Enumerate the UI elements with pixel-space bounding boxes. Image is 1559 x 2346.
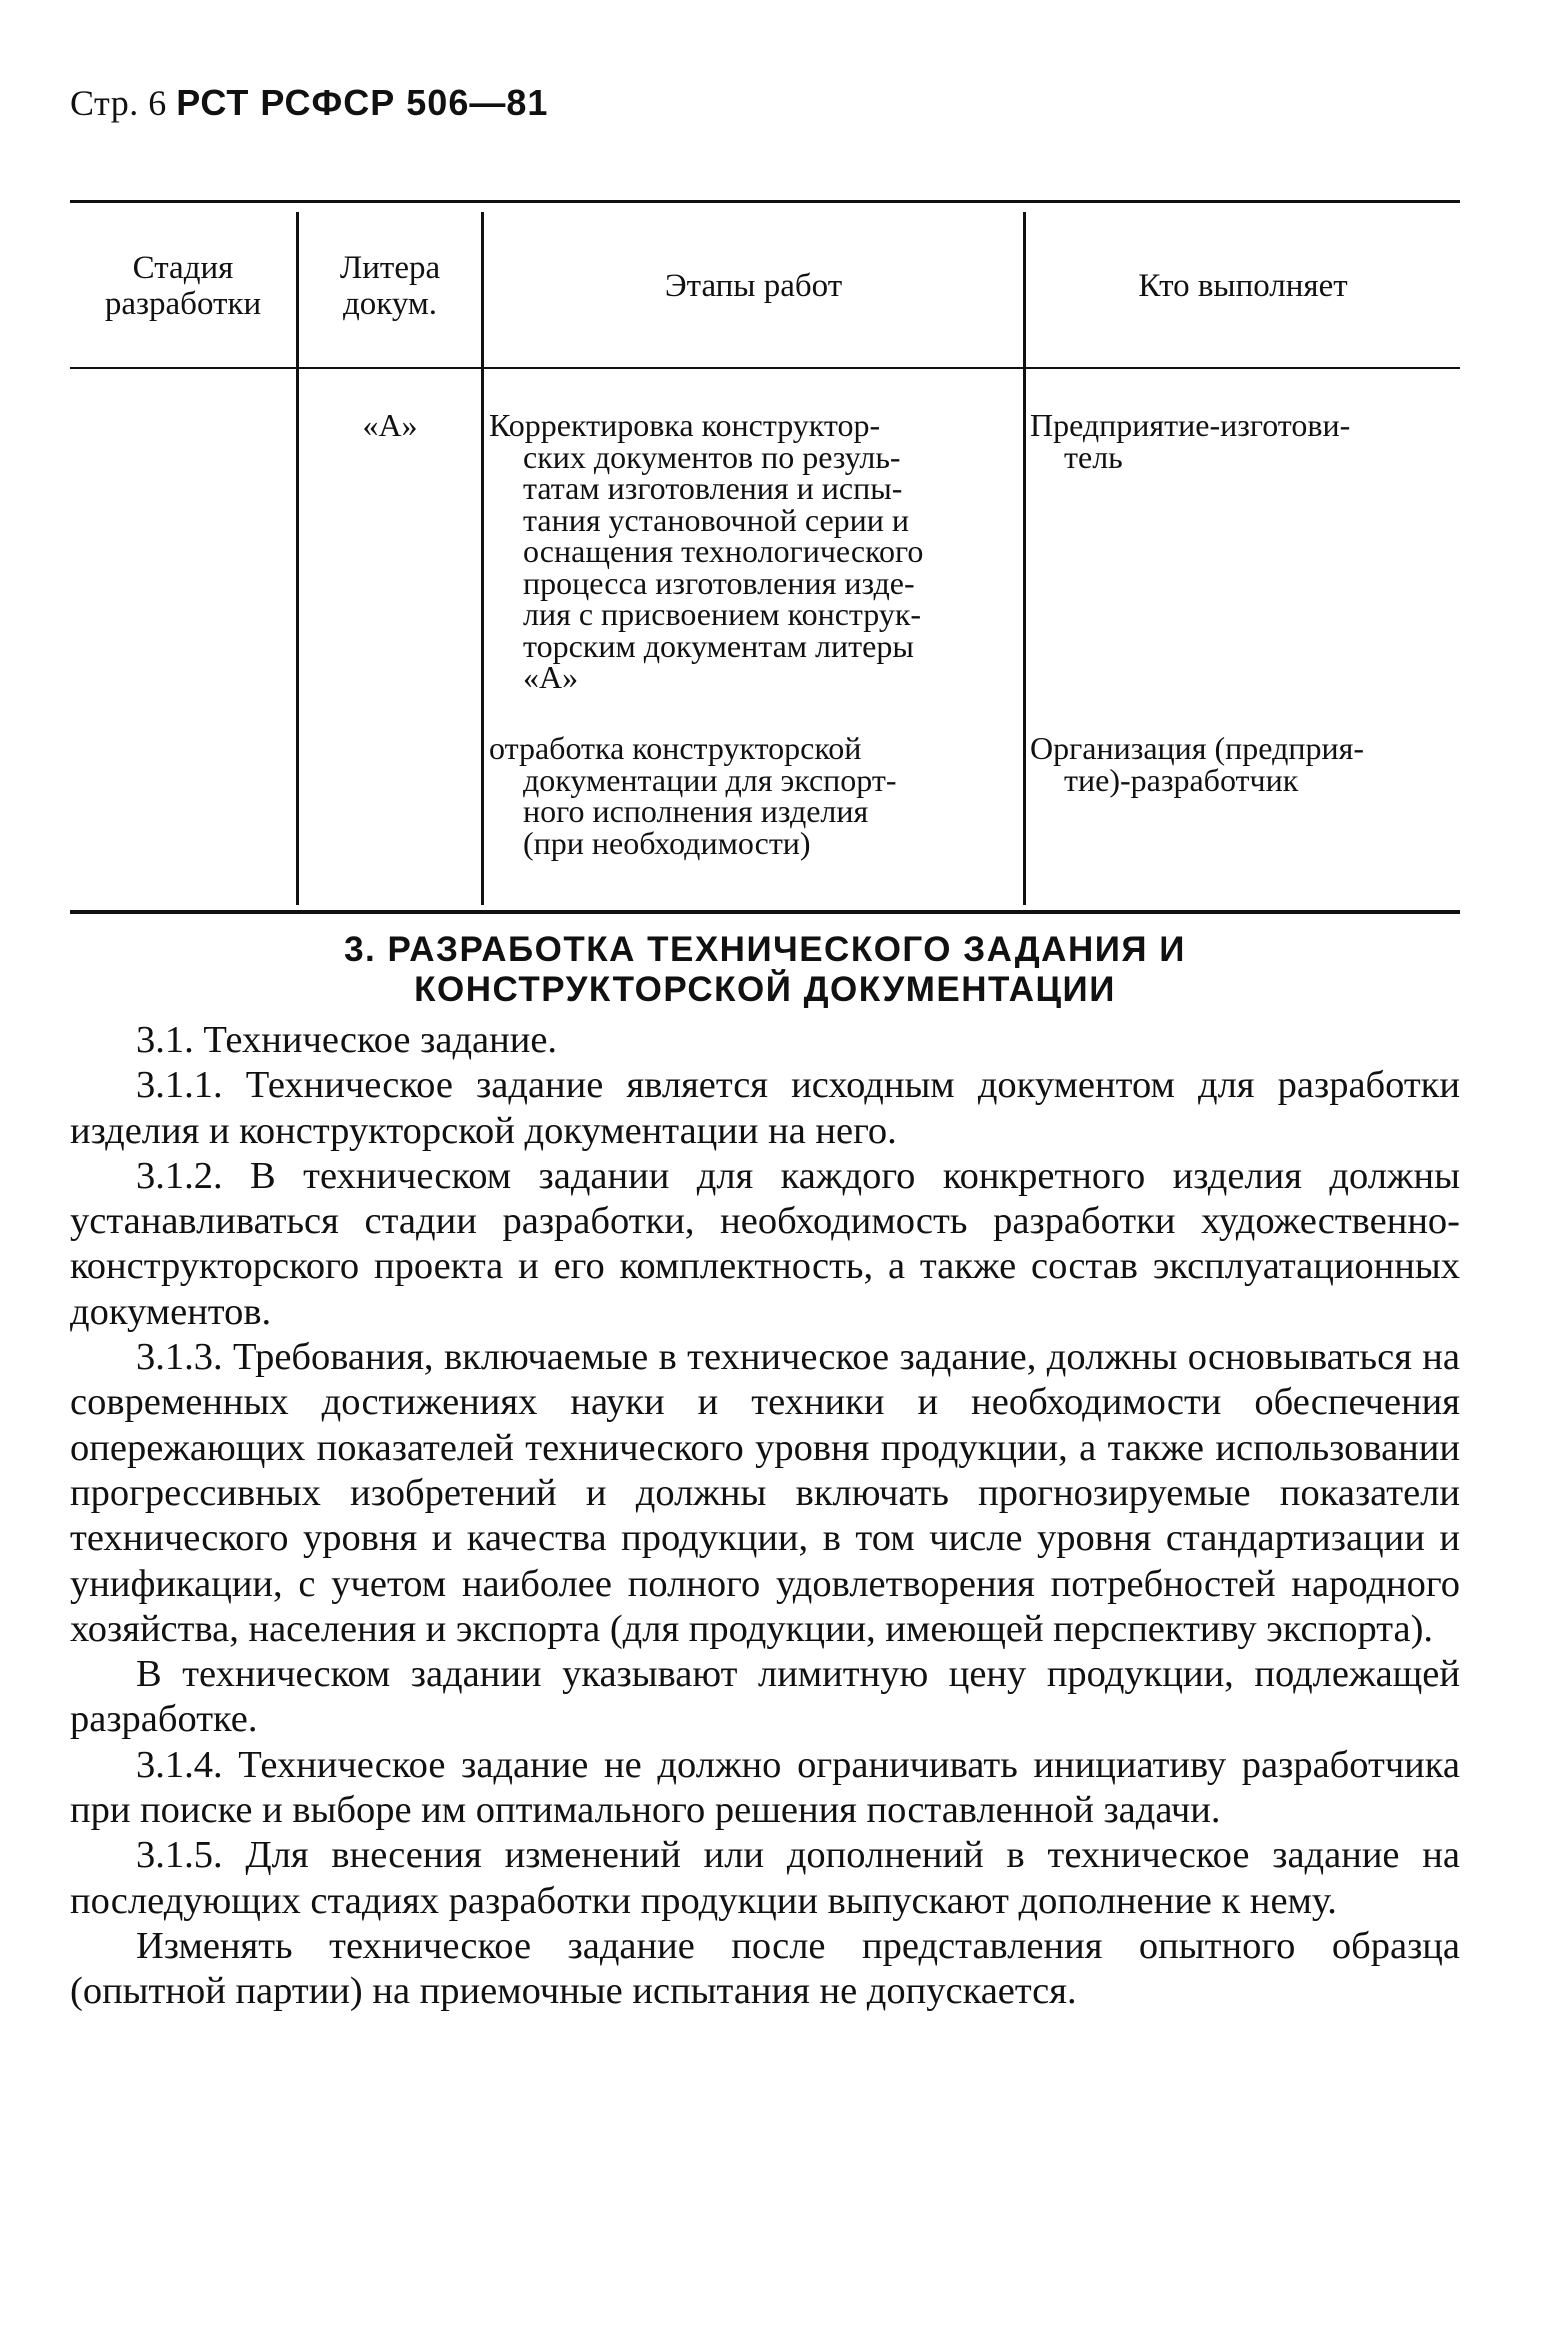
section-heading <box>70 930 1460 1010</box>
header-performer: Кто выполняет <box>1138 268 1348 304</box>
cell-line: Организация (предприя- <box>1030 730 1364 766</box>
section-heading-line-2: КОНСТРУКТОРСКОЙ ДОКУМЕНТАЦИИ <box>414 970 1116 1009</box>
cell-line: (при необходимости) <box>523 824 811 861</box>
row2-performer <box>1030 730 1460 798</box>
running-head <box>70 82 548 124</box>
cell-line: документации для экспорт- <box>523 761 897 798</box>
row1-works <box>489 407 1023 695</box>
row1-performer-text <box>1030 407 1460 475</box>
paragraph-3-1-1: 3.1.1. Техническое задание является исходным документом для разработки изделия и конструкторской документации на него. <box>70 1064 1460 1152</box>
paragraph-3-1-5: 3.1.5. Для внесения изменений или дополнений в техническое задание на последующих стадиях разработки продукции выпускают дополнение к нему. <box>70 1834 1460 1922</box>
cell-line: тания установочной серии и <box>523 501 910 538</box>
cell-line: татам изготовления и испы- <box>523 470 903 506</box>
table-column-divider <box>481 212 484 905</box>
row2-works-text <box>489 730 1023 861</box>
cell-line: ного исполнения изделия <box>523 793 869 829</box>
row1-performer <box>1030 407 1460 475</box>
table-top-rule <box>70 200 1460 203</box>
page-label: Стр. 6 <box>70 83 167 123</box>
paragraph-3-1-3: 3.1.3. Требования, включаемые в техническое задание, должны основываться на современных достижениях науки и техники и необходимости обеспечения опережающих показателей технического уровня продукции, а также использовании прогрессивных изобретений и должны включать прогнозируемые показатели технического уровня и качества продукции, в том числе уровня стандартизации и унификации, с учетом наиболее полного удовлетворения потребностей народного хозяйства, населения и экспорта (для продукции, имеющей перспективу экспорта). <box>70 1336 1460 1650</box>
section-body <box>70 1018 1460 2015</box>
cell-line: тель <box>1064 438 1123 475</box>
section-heading-line-1: 3. РАЗРАБОТКА ТЕХНИЧЕСКОГО ЗАДАНИЯ И <box>344 930 1186 969</box>
header-stage <box>70 250 296 322</box>
row2-performer-text <box>1030 730 1460 798</box>
paragraph-3-1-4: 3.1.4. Техническое задание не должно ограничивать инициативу разработчика при поиске и выборе им оптимального решения поставленной задачи. <box>70 1743 1460 1832</box>
cell-line: ских документов по резуль- <box>523 438 901 475</box>
cell-line: Предприятие-изготови- <box>1030 407 1351 443</box>
paragraph-price: В техническом задании указывают лимитную цену продукции, подлежащей разработке. <box>70 1653 1460 1741</box>
cell-line: оснащения технологического <box>523 533 924 569</box>
table-column-divider <box>1023 212 1026 905</box>
header-letter <box>299 250 481 322</box>
header-line: Литера <box>339 250 441 286</box>
cell-line: отработка конструкторской <box>489 730 862 766</box>
paragraph-3-1: 3.1. Техническое задание. <box>136 1019 558 1061</box>
paragraph-3-1-2: 3.1.2. В техническом задании для каждого конкретного изделия должны устанавливаться стадии разработки, необходимость разработки художественно-конструкторского проекта и его комплектность, а также состав эксплуатационных документов. <box>70 1154 1460 1333</box>
row1-letter: «А» <box>362 407 418 443</box>
header-line: разработки <box>104 286 262 322</box>
table-header-rule <box>70 367 1460 369</box>
paragraph-changes: Изменять техническое задание после представления опытного образца (опытной партии) на приемочные испытания не допускается. <box>70 1924 1460 2013</box>
cell-line: торским документам литеры <box>523 627 914 664</box>
cell-line: Корректировка конструктор- <box>489 407 881 443</box>
header-works: Этапы работ <box>664 268 843 304</box>
cell-line: тие)-разработчик <box>1064 761 1299 798</box>
row2-works <box>489 730 1023 861</box>
stages-table <box>70 200 1460 915</box>
standard-designation: РСТ РСФСР 506—81 <box>176 82 549 123</box>
cell-line: «А» <box>523 659 579 695</box>
header-line: докум. <box>342 286 438 322</box>
row1-works-text <box>489 407 1023 695</box>
cell-line: лия с присвоением конструк- <box>523 596 922 632</box>
cell-line: процесса изготовления изде- <box>523 564 915 601</box>
table-bottom-rule <box>70 910 1460 914</box>
header-line: Стадия <box>132 250 234 286</box>
